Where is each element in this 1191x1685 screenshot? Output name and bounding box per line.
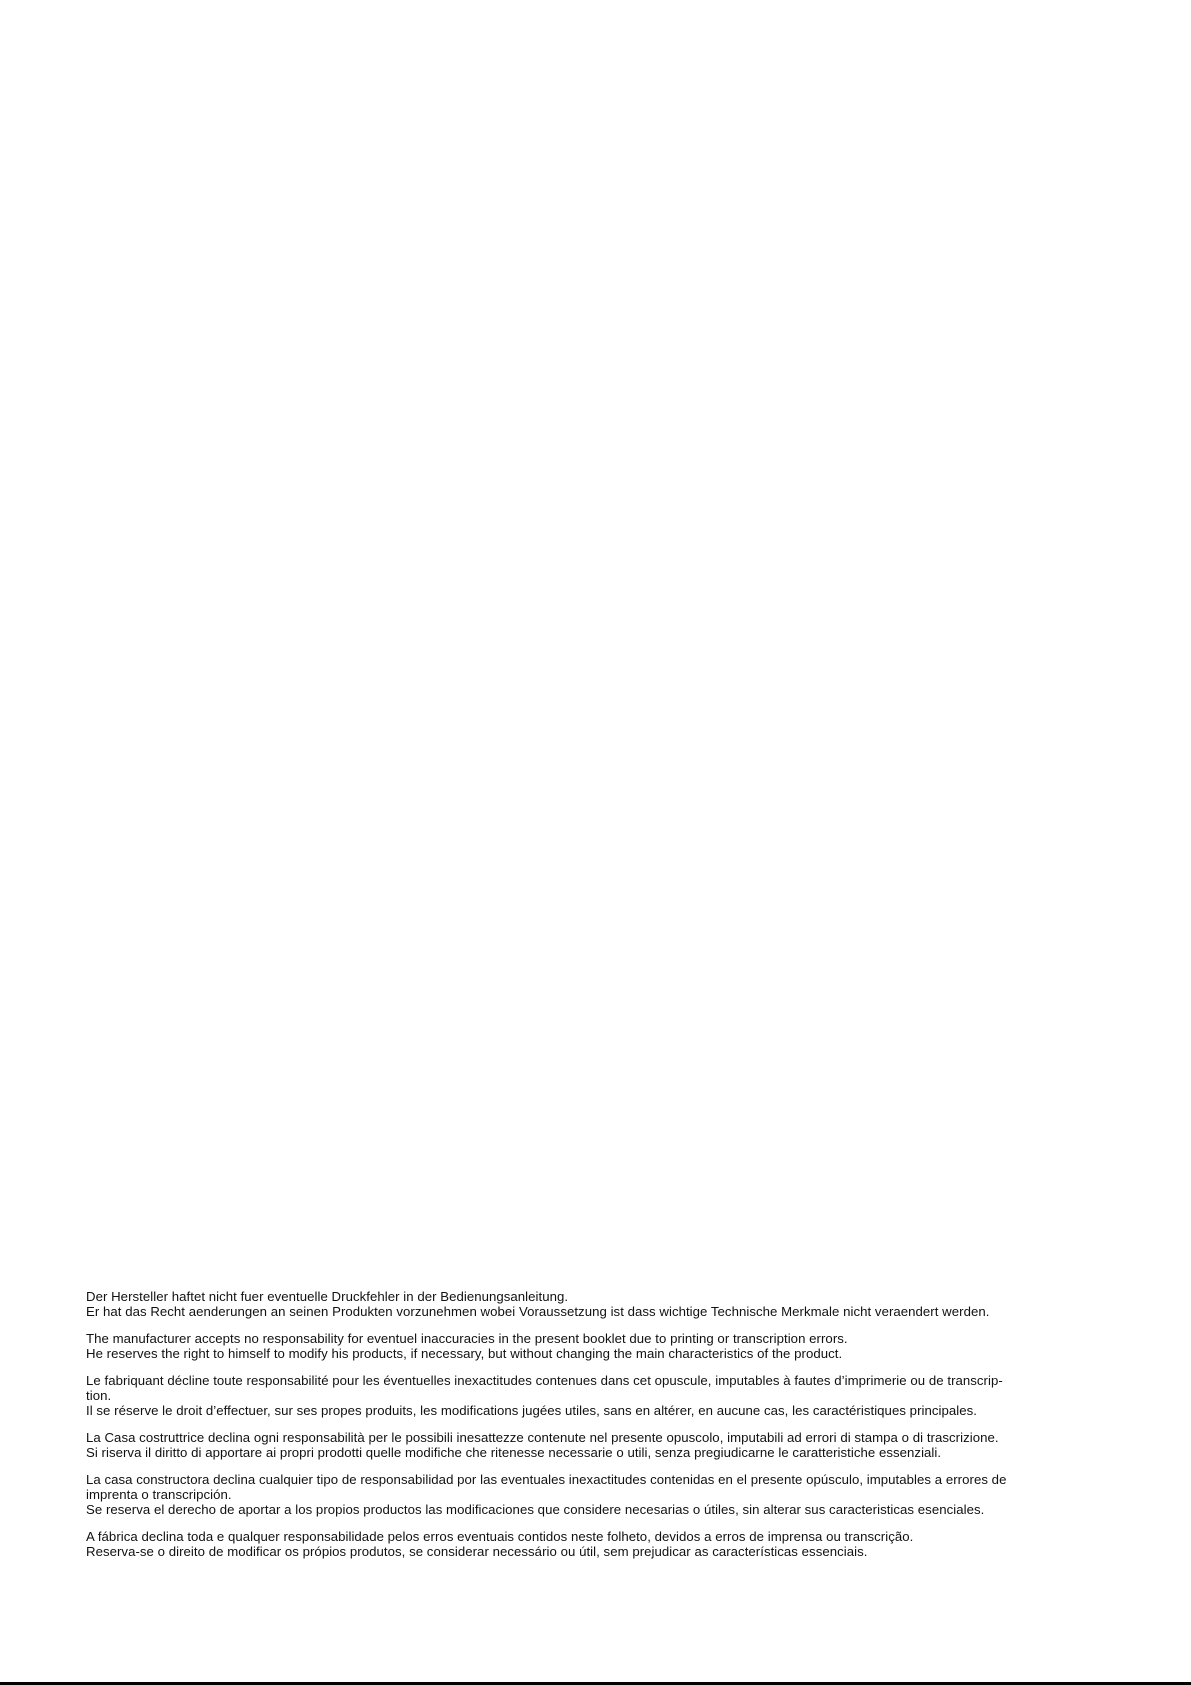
multilingual-disclaimer (86, 1289, 1116, 1571)
disclaimer-line: imprenta o transcripción. (86, 1487, 232, 1502)
disclaimer-line: Der Hersteller haftet nicht fuer eventuelle Druckfehler in der Bedienungsanleitung. (86, 1289, 569, 1304)
disclaimer-line: Si riserva il diritto di apportare ai propri prodotti quelle modifiche che ritenesse necessarie o utili, senza pregiudicarne le caratteristiche essenziali. (86, 1445, 942, 1460)
disclaimer-portuguese (86, 1529, 1116, 1559)
disclaimer-german (86, 1289, 1116, 1319)
disclaimer-line: Se reserva el derecho de aportar a los propios productos las modificaciones que considere necesarias o útiles, sin alterar sus caracteristicas esenciales. (86, 1502, 985, 1517)
disclaimer-italian (86, 1430, 1116, 1460)
disclaimer-line: tion. (86, 1388, 112, 1403)
disclaimer-line: Er hat das Recht aenderungen an seinen Produkten vorzunehmen wobei Voraussetzung ist dass wichtige Technische Merkmale nicht veraendert werden. (86, 1304, 990, 1319)
disclaimer-line: Le fabriquant décline toute responsabilité pour les éventuelles inexactitudes contenues dans cet opuscule, imputables à fautes d’imprimerie ou de transcrip- (86, 1373, 1003, 1388)
disclaimer-line: A fábrica declina toda e qualquer responsabilidade pelos erros eventuais contidos neste folheto, devidos a erros de imprensa ou transcrição. (86, 1529, 914, 1544)
disclaimer-french (86, 1373, 1116, 1418)
disclaimer-line: Reserva-se o direito de modificar os própios produtos, se considerar necessário ou útil, sem prejudicar as características essenciais. (86, 1544, 868, 1559)
disclaimer-line: The manufacturer accepts no responsability for eventuel inaccuracies in the present booklet due to printing or transcription errors. (86, 1331, 848, 1346)
disclaimer-line: La Casa costruttrice declina ogni responsabilità per le possibili inesattezze contenute nel presente opuscolo, imputabili ad errori di stampa o di trascrizione. (86, 1430, 999, 1445)
disclaimer-line: La casa constructora declina cualquier tipo de responsabilidad por las eventuales inexactitudes contenidas en el presente opúsculo, imputables a errores de (86, 1472, 1007, 1487)
disclaimer-spanish (86, 1472, 1116, 1517)
disclaimer-english (86, 1331, 1116, 1361)
disclaimer-line: He reserves the right to himself to modify his products, if necessary, but without changing the main characteristics of the product. (86, 1346, 843, 1361)
disclaimer-line: Il se réserve le droit d’effectuer, sur ses propes produits, les modifications jugées utiles, sans en altérer, en aucune cas, les caractéristiques principales. (86, 1403, 977, 1418)
